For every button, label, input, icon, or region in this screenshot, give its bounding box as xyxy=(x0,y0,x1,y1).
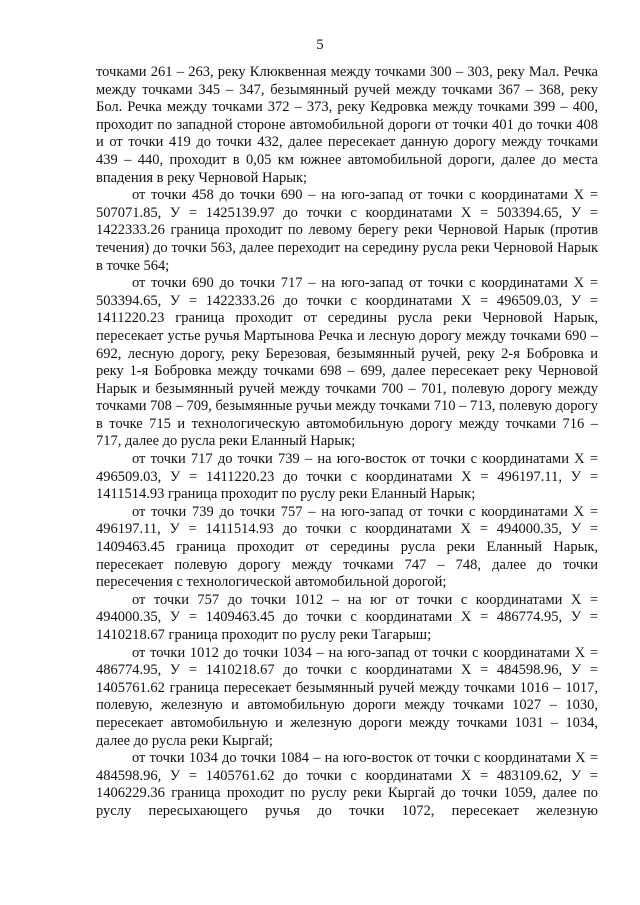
paragraph-points-1012-1034: от точки 1012 до точки 1034 – на юго-запад от точки с координатами X = 486774.95, У = 1410218.67 до точки с координатами X = 484598.96, У = 1405761.62 граница пересекает безымянный ручей между точками 1016 – 1017, полевую, железную и автомобильную дороги между точками 1027 – 1030, пересекает автомобильную и железную дороги между точками 1031 – 1034, далее до русла реки Кыргай; xyxy=(96,644,598,749)
paragraph-points-690-717: от точки 690 до точки 717 – на юго-запад от точки с координатами X = 503394.65, У = 1422333.26 до точки с координатами X = 496509.03, У = 1411220.23 граница проходит от середины русла реки Черновой Нарык, пересекает устье ручья Мартынова Речка и лесную дорогу между точками 690 – 692, лесную дорогу, реку Березовая, безымянный ручей, реку 2-я Бобровка и реку 1-я Бобровка между точками 698 – 699, далее пересекает реку Черновой Нарык и безымянный ручей между точками 700 – 701, полевую дорогу между точками 708 – 709, безымянные ручьи между точками 710 – 713, полевую дорогу в точке 715 и технологическую автомобильную дорогу между точками 716 – 717, далее до русла реки Еланный Нарык; xyxy=(96,275,598,450)
page-number: 5 xyxy=(316,37,324,53)
document-body xyxy=(96,64,598,821)
paragraph-points-717-739: от точки 717 до точки 739 – на юго-восток от точки с координатами X = 496509.03, У = 1411220.23 до точки с координатами X = 496197.11, У = 1411514.93 граница проходит по руслу реки Еланный Нарык; xyxy=(96,451,598,503)
paragraph-continuation: точками 261 – 263, реку Клюквенная между точками 300 – 303, реку Мал. Речка между точками 345 – 347, безымянный ручей между точками 367 – 368, реку Бол. Речка между точками 372 – 373, реку Кедровка между точками 399 – 400, проходит по западной стороне автомобильной дороги от точки 401 до точки 408 и от точки 419 до точки 432, далее пересекает данную дорогу между точками 439 – 440, проходит в 0,05 км южнее автомобильной дороги, далее до места впадения в реку Черновой Нарык; xyxy=(96,64,598,186)
paragraph-points-739-757: от точки 739 до точки 757 – на юго-запад от точки с координатами X = 496197.11, У = 1411514.93 до точки с координатами X = 494000.35, У = 1409463.45 граница проходит от середины русла реки Еланный Нарык, пересекает полевую дорогу между точками 747 – 748, далее до точки пересечения с технологической автомобильной дорогой; xyxy=(96,503,598,591)
paragraph-points-757-1012: от точки 757 до точки 1012 – на юг от точки с координатами X = 494000.35, У = 1409463.45 до точки с координатами X = 486774.95, У = 1410218.67 граница проходит по руслу реки Тагарыш; xyxy=(96,591,598,643)
paragraph-points-1034-1084: от точки 1034 до точки 1084 – на юго-восток от точки с координатами X = 484598.96, У = 1405761.62 до точки с координатами X = 483109.62, У = 1406229.36 граница проходит по руслу реки Кыргай до точки 1059, далее по руслу пересыхающего ручья до точки 1072, пересекает железную xyxy=(96,750,598,819)
paragraph-points-458-690: от точки 458 до точки 690 – на юго-запад от точки с координатами X = 507071.85, У = 1425139.97 до точки с координатами X = 503394.65, У = 1422333.26 граница проходит по левому берегу реки Черновой Нарык (против течения) до точки 563, далее переходит на середину русла реки Черновой Нарык в точке 564; xyxy=(96,187,598,274)
